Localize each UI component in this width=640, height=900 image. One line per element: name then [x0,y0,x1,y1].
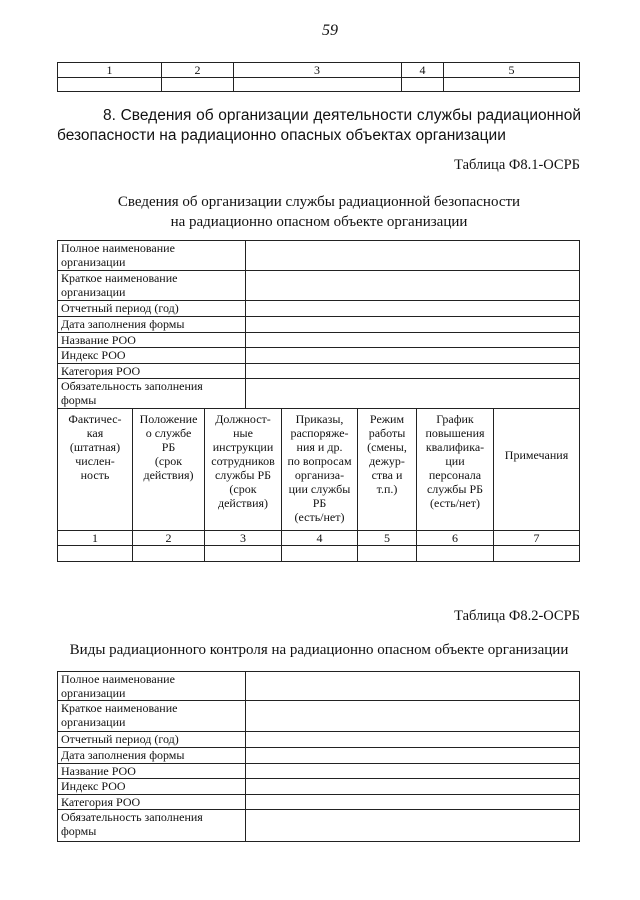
empty-cell [58,78,162,92]
empty-cell [162,78,234,92]
column-header: Приказы, распоряже- ния и др. по вопросам организа- ции службы РБ (есть/нет) [282,409,358,531]
column-number: 6 [417,531,494,546]
data-cell[interactable] [494,546,580,562]
field-label: Отчетный период (год) [58,301,246,317]
field-label: Обязательность заполнения формы [58,379,246,409]
table-caption [57,192,581,232]
data-cell[interactable] [358,546,417,562]
field-value[interactable] [246,241,580,271]
empty-cell [444,78,580,92]
page-number: 59 [322,22,338,39]
field-label: Обязательность заполнения формы [58,810,246,842]
data-cell[interactable] [282,546,358,562]
column-number: 4 [282,531,358,546]
field-label: Категория РОО [58,364,246,379]
field-value[interactable] [246,364,580,379]
table-caption: Виды радиационного контроля на радиационно опасном объекте организации [69,642,569,658]
field-value[interactable] [246,701,580,732]
columns-table [57,408,580,562]
empty-cell [234,78,402,92]
column-number: 4 [402,63,444,78]
column-header: График повышения квалифика- ции персонала службы РБ (есть/нет) [417,409,494,531]
form-fields-table [57,240,580,409]
field-label: Название РОО [58,333,246,348]
field-value[interactable] [246,317,580,333]
caption-line: на радиационно опасном объекте организации [170,214,468,230]
data-cell[interactable] [58,546,133,562]
field-value[interactable] [246,348,580,364]
column-number: 3 [234,63,402,78]
field-label: Краткое наименование организации [58,271,246,301]
caption-line: Сведения об организации службы радиационной безопасности [117,194,521,210]
field-value[interactable] [246,795,580,810]
column-number: 5 [444,63,580,78]
empty-cell [402,78,444,92]
field-label: Индекс РОО [58,779,246,795]
data-cell[interactable] [133,546,205,562]
field-value[interactable] [246,301,580,317]
field-label: Краткое наименование организации [58,701,246,732]
column-number: 5 [358,531,417,546]
field-value[interactable] [246,810,580,842]
field-label: Дата заполнения формы [58,748,246,764]
field-label: Дата заполнения формы [58,317,246,333]
field-label: Полное наименование организации [58,672,246,701]
column-number: 3 [205,531,282,546]
field-value[interactable] [246,732,580,748]
field-value[interactable] [246,779,580,795]
field-label: Полное наименование организации [58,241,246,271]
column-number: 1 [58,531,133,546]
field-label: Категория РОО [58,795,246,810]
table-label: Таблица Ф8.2-ОСРБ [454,608,580,624]
top-table [57,62,580,92]
field-label: Название РОО [58,764,246,779]
section-heading: 8. Сведения об организации деятельности службы радиационной безопасности на радиационно опасных объектах организации [57,107,581,144]
field-value[interactable] [246,748,580,764]
column-header: Режим работы (смены, дежур- ства и т.п.) [358,409,417,531]
form-fields-table [57,671,580,842]
column-number: 2 [162,63,234,78]
field-value[interactable] [246,271,580,301]
column-number: 7 [494,531,580,546]
column-number: 1 [58,63,162,78]
data-cell[interactable] [417,546,494,562]
field-label: Индекс РОО [58,348,246,364]
field-value[interactable] [246,764,580,779]
column-header: Должност- ные инструкции сотрудников службы РБ (срок действия) [205,409,282,531]
table-label: Таблица Ф8.1-ОСРБ [454,157,580,173]
column-header: Положение о службе РБ (срок действия) [133,409,205,531]
column-header: Примечания [494,409,580,531]
data-cell[interactable] [205,546,282,562]
column-number: 2 [133,531,205,546]
field-value[interactable] [246,672,580,701]
field-value[interactable] [246,333,580,348]
field-value[interactable] [246,379,580,409]
field-label: Отчетный период (год) [58,732,246,748]
column-header: Фактичес- кая (штатная) числен- ность [58,409,133,531]
